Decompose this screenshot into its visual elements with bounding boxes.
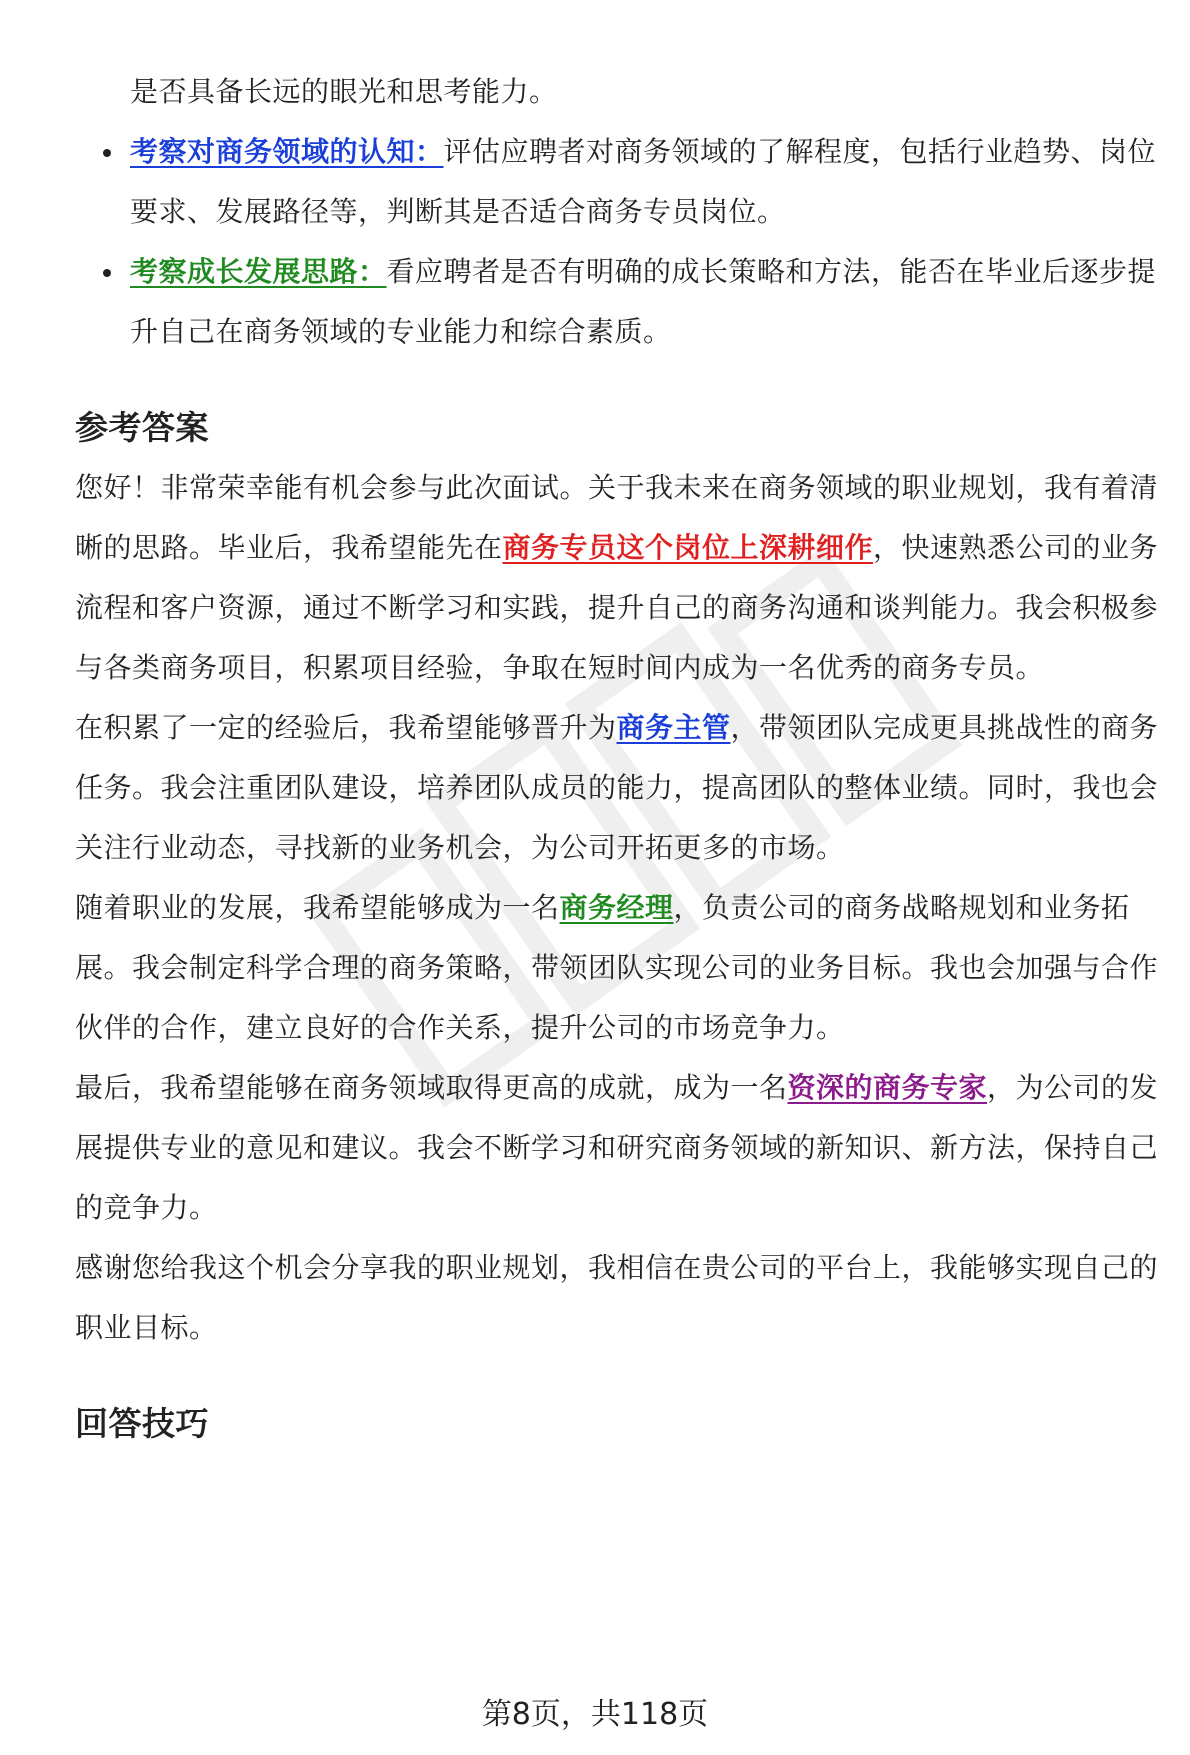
answer-paragraph-3	[75, 878, 1160, 1058]
paragraph-text: 随着职业的发展，我希望能够成为一名	[75, 891, 560, 924]
bullet-icon	[103, 149, 111, 157]
answer-paragraph-2	[75, 698, 1160, 878]
answer-paragraph-5: 感谢您给我这个机会分享我的职业规划，我相信在贵公司的平台上，我能够实现自己的职业目标。	[75, 1251, 1159, 1344]
paragraph-text: ，为公司的发展提供专业的意见和建议。我会不断学习和研究商务领域的新知识、新方法，保持自己的竞争力。	[75, 1071, 1159, 1224]
bullet-text: 评估应聘者对商务领域的了解程度，包括行业趋势、岗位要求、发展路径等，判断其是否适合商务专员岗位。	[130, 135, 1157, 228]
highlight-text: 商务主管	[616, 711, 731, 744]
answer-paragraph-1	[75, 458, 1160, 698]
criteria-list	[75, 122, 1160, 362]
continued-bullet-text: 是否具备长远的眼光和思考能力。	[130, 75, 558, 108]
paragraph-text: 在积累了一定的经验后，我希望能够晋升为	[75, 711, 617, 744]
paragraph-text: 最后，我希望能够在商务领域取得更高的成就，成为一名	[75, 1071, 788, 1104]
paragraph-text: ，快速熟悉公司的业务流程和客户资源，通过不断学习和实践，提升自己的商务沟通和谈判能力。我会积极参与各类商务项目，积累项目经验，争取在短时间内成为一名优秀的商务专员。	[75, 531, 1159, 684]
bullet-icon	[103, 269, 111, 277]
bullet-label: 考察对商务领域的认知：	[130, 135, 444, 168]
highlight-text: 商务专员这个岗位上深耕细作	[502, 531, 874, 564]
list-item	[75, 122, 1160, 242]
section-heading-tips: 回答技巧	[75, 1404, 209, 1443]
answer-paragraph-4	[75, 1058, 1160, 1238]
section-heading-answer: 参考答案	[75, 408, 209, 447]
highlight-text: 资深的商务专家	[787, 1071, 988, 1104]
list-item	[75, 242, 1160, 362]
page-indicator: 第8页，共118页	[481, 1697, 709, 1732]
paragraph-text: ，负责公司的商务战略规划和业务拓展。我会制定科学合理的商务策略，带领团队实现公司的业务目标。我也会加强与合作伙伴的合作，建立良好的合作关系，提升公司的市场竞争力。	[75, 891, 1159, 1044]
bullet-text: 看应聘者是否有明确的成长策略和方法，能否在毕业后逐步提升自己在商务领域的专业能力和综合素质。	[130, 255, 1157, 348]
document-body	[75, 62, 1160, 1454]
bullet-label: 考察成长发展思路：	[130, 255, 387, 288]
paragraph-text: 您好！非常荣幸能有机会参与此次面试。关于我未来在商务领域的职业规划，我有着清晰的思路。毕业后，我希望能先在	[75, 471, 1159, 564]
paragraph-text: ，带领团队完成更具挑战性的商务任务。我会注重团队建设，培养团队成员的能力，提高团队的整体业绩。同时，我也会关注行业动态，寻找新的业务机会，为公司开拓更多的市场。	[75, 711, 1159, 864]
highlight-text: 商务经理	[559, 891, 674, 924]
